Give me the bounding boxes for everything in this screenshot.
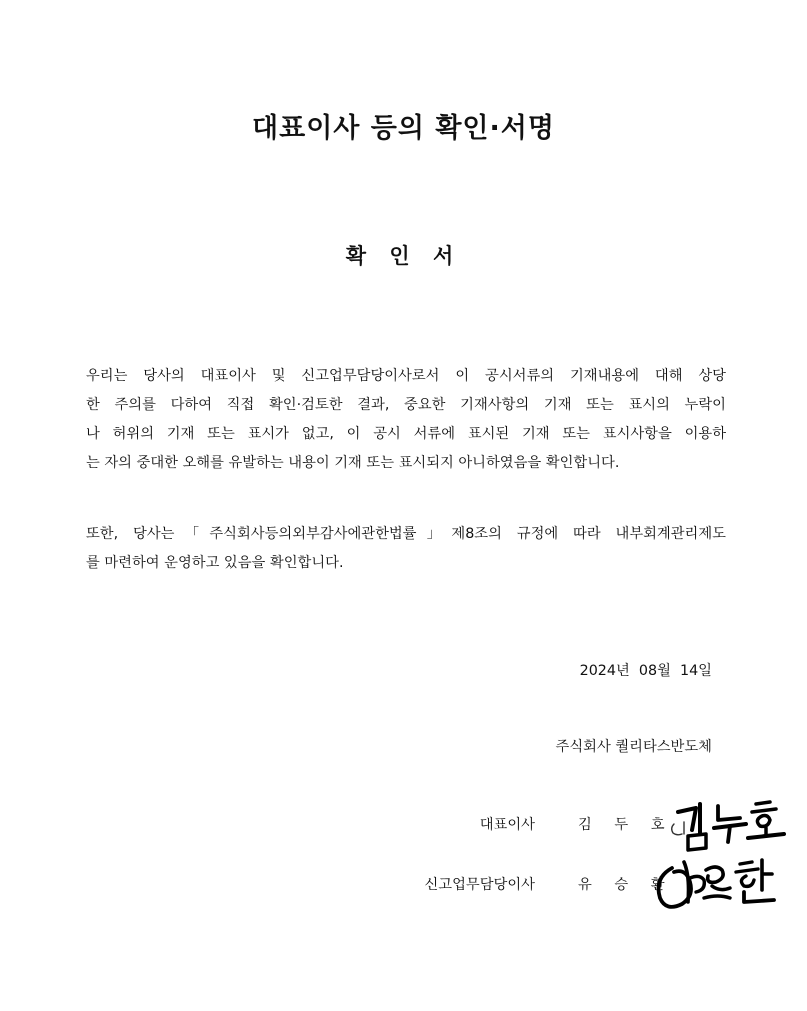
- paragraph-line: 한 주의를 다하여 직접 확인·검토한 결과, 중요한 기재사항의 기재 또는 표시의 누락이: [86, 397, 726, 413]
- signer-role: 신고업무담당이사: [424, 877, 535, 893]
- signer-role: 대표이사: [479, 817, 535, 833]
- document-subtitle: 확 인 서: [345, 244, 462, 268]
- signer-name: 유 승 환: [578, 877, 674, 893]
- document-title: 대표이사 등의 확인·서명: [252, 113, 555, 144]
- internal-control-paragraph: [86, 520, 726, 578]
- paragraph-line: 우리는 당사의 대표이사 및 신고업무담당이사로서 이 공시서류의 기재내용에 대해 상당: [86, 368, 726, 384]
- paragraph-line: 나 허위의 기재 또는 표시가 없고, 이 공시 서류에 표시된 기재 또는 표시사항을 이용하: [86, 426, 726, 442]
- disclosure-officer-signature-image: [648, 848, 788, 918]
- document-date: 2024년 08월 14일: [579, 663, 712, 679]
- confirmation-paragraph: [86, 362, 726, 478]
- paragraph-line: 또한, 당사는「주식회사등의외부감사에관한법률」제8조의 규정에 따라 내부회계관리제도: [86, 526, 726, 542]
- signer-name: 김 두 호: [578, 817, 674, 833]
- paragraph-line: 는 자의 중대한 오해를 유발하는 내용이 기재 또는 표시되지 아니하였음을 확인합니다.: [86, 455, 620, 471]
- company-name: 주식회사 퀄리타스반도체: [555, 739, 712, 755]
- paragraph-line: 를 마련하여 운영하고 있음을 확인합니다.: [86, 555, 344, 571]
